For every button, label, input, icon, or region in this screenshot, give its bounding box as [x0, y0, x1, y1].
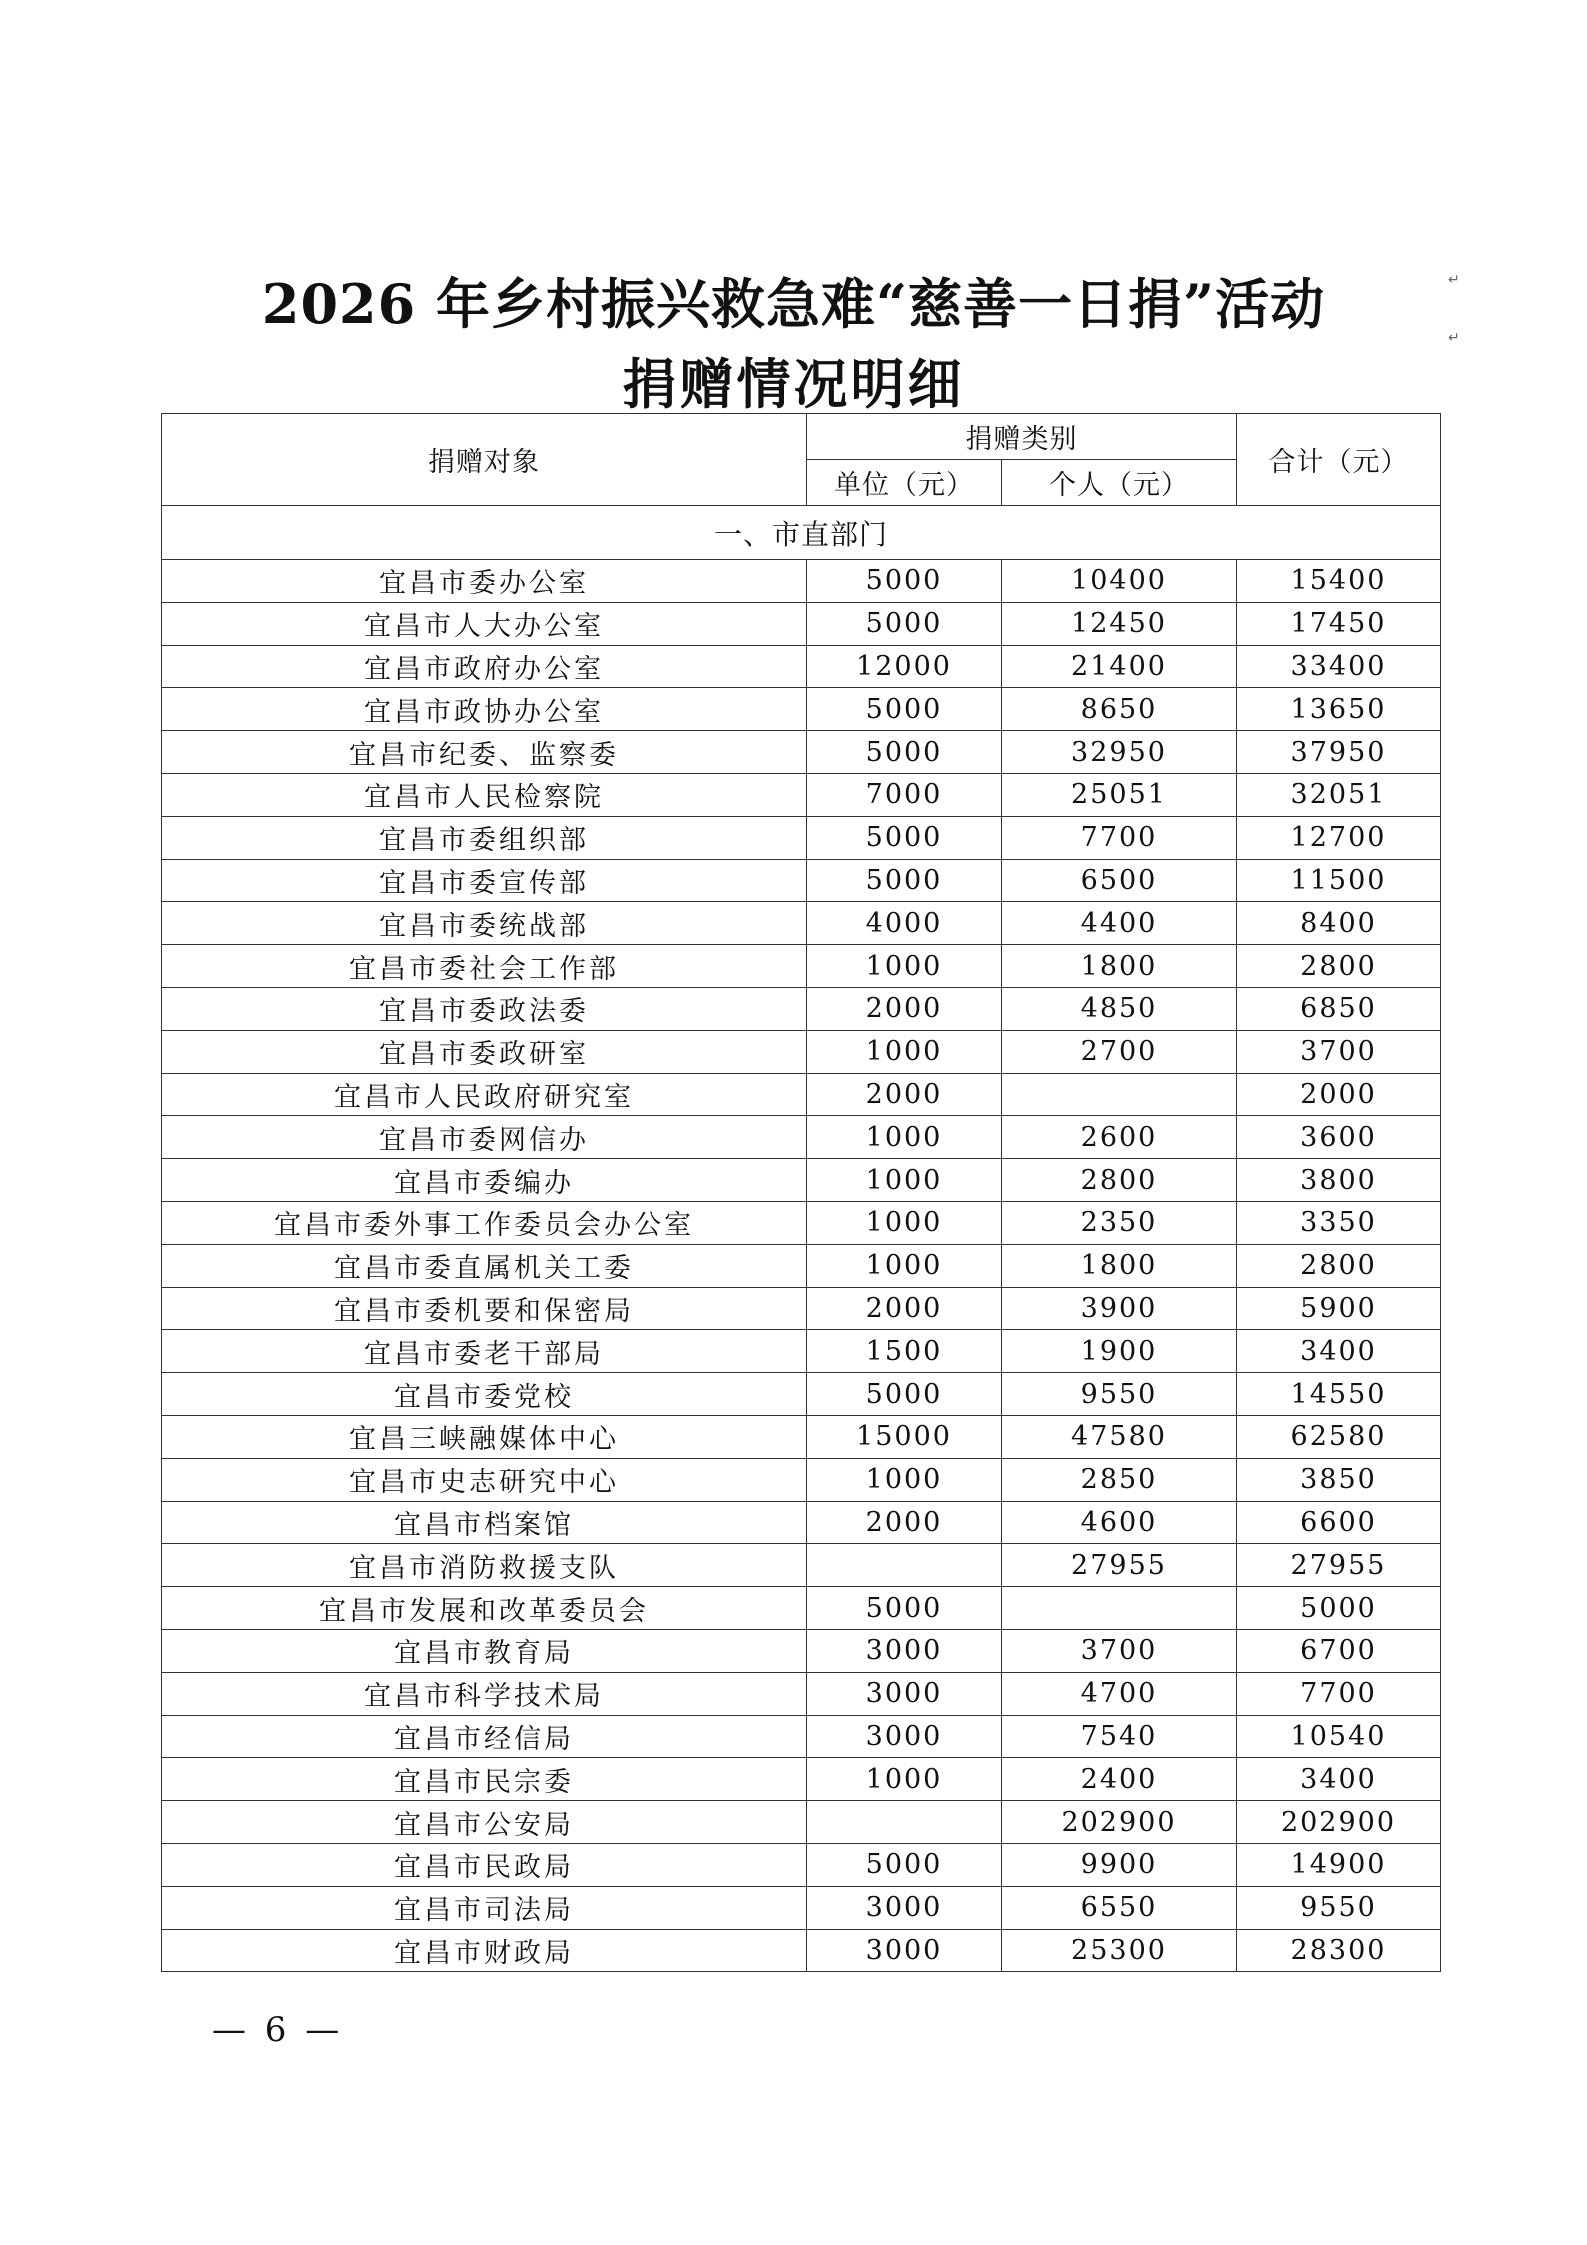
total-amount-cell: 14900 [1237, 1843, 1441, 1886]
total-amount-cell: 3350 [1237, 1201, 1441, 1244]
recipient-cell: 宜昌市财政局 [162, 1929, 807, 1972]
table-row [162, 1929, 1441, 1972]
recipient-cell: 宜昌市人民检察院 [162, 773, 807, 816]
recipient-cell: 宜昌市委外事工作委员会办公室 [162, 1201, 807, 1244]
unit-amount-cell: 2000 [807, 1073, 1002, 1116]
individual-amount-cell: 8650 [1002, 688, 1237, 731]
recipient-cell: 宜昌市委直属机关工委 [162, 1244, 807, 1287]
total-amount-cell: 13650 [1237, 688, 1441, 731]
total-amount-cell: 5000 [1237, 1587, 1441, 1630]
recipient-cell: 宜昌市委编办 [162, 1159, 807, 1202]
unit-amount-cell: 1000 [807, 1458, 1002, 1501]
recipient-cell: 宜昌市档案馆 [162, 1501, 807, 1544]
table-row [162, 1672, 1441, 1715]
table-row [162, 1159, 1441, 1202]
table-row [162, 773, 1441, 816]
recipient-cell: 宜昌市委机要和保密局 [162, 1287, 807, 1330]
header-recipient: 捐赠对象 [162, 414, 807, 506]
unit-amount-cell: 2000 [807, 987, 1002, 1030]
total-amount-cell: 6850 [1237, 987, 1441, 1030]
table-row [162, 560, 1441, 603]
unit-amount-cell: 5000 [807, 602, 1002, 645]
total-amount-cell: 15400 [1237, 560, 1441, 603]
individual-amount-cell: 9900 [1002, 1843, 1237, 1886]
table-row [162, 1373, 1441, 1416]
document-title-line-1: 2026 年乡村振兴救急难“慈善一日捐”活动 [261, 272, 1326, 336]
recipient-cell: 宜昌市委组织部 [162, 816, 807, 859]
individual-amount-cell: 25051 [1002, 773, 1237, 816]
unit-amount-cell: 5000 [807, 731, 1002, 774]
total-amount-cell: 3700 [1237, 1030, 1441, 1073]
unit-amount-cell: 5000 [807, 1587, 1002, 1630]
total-amount-cell: 14550 [1237, 1373, 1441, 1416]
unit-amount-cell: 3000 [807, 1629, 1002, 1672]
total-amount-cell: 37950 [1237, 731, 1441, 774]
recipient-cell: 宜昌市委网信办 [162, 1116, 807, 1159]
table-row [162, 1244, 1441, 1287]
unit-amount-cell: 1000 [807, 1758, 1002, 1801]
individual-amount-cell: 4600 [1002, 1501, 1237, 1544]
recipient-cell: 宜昌市公安局 [162, 1801, 807, 1844]
total-amount-cell: 3850 [1237, 1458, 1441, 1501]
unit-amount-cell: 3000 [807, 1886, 1002, 1929]
recipient-cell: 宜昌市经信局 [162, 1715, 807, 1758]
unit-amount-cell: 1000 [807, 1116, 1002, 1159]
table-row [162, 859, 1441, 902]
total-amount-cell: 3600 [1237, 1116, 1441, 1159]
table-row [162, 645, 1441, 688]
unit-amount-cell: 1500 [807, 1330, 1002, 1373]
total-amount-cell: 28300 [1237, 1929, 1441, 1972]
unit-amount-cell: 1000 [807, 1159, 1002, 1202]
table-row [162, 1030, 1441, 1073]
individual-amount-cell: 3700 [1002, 1629, 1237, 1672]
table-row [162, 987, 1441, 1030]
individual-amount-cell: 1800 [1002, 945, 1237, 988]
individual-amount-cell: 4400 [1002, 902, 1237, 945]
total-amount-cell: 2800 [1237, 945, 1441, 988]
table-row [162, 1116, 1441, 1159]
total-amount-cell: 8400 [1237, 902, 1441, 945]
unit-amount-cell [807, 1801, 1002, 1844]
table-row [162, 1801, 1441, 1844]
recipient-cell: 宜昌市史志研究中心 [162, 1458, 807, 1501]
table-row [162, 1587, 1441, 1630]
recipient-cell: 宜昌市委政研室 [162, 1030, 807, 1073]
table-row [162, 816, 1441, 859]
unit-amount-cell: 3000 [807, 1929, 1002, 1972]
recipient-cell: 宜昌市科学技术局 [162, 1672, 807, 1715]
header-unit: 单位（元） [807, 460, 1002, 506]
total-amount-cell: 12700 [1237, 816, 1441, 859]
table-row [162, 602, 1441, 645]
donation-detail-table [161, 413, 1441, 1972]
unit-amount-cell: 5000 [807, 1843, 1002, 1886]
total-amount-cell: 33400 [1237, 645, 1441, 688]
recipient-cell: 宜昌市委老干部局 [162, 1330, 807, 1373]
recipient-cell: 宜昌市委办公室 [162, 560, 807, 603]
recipient-cell: 宜昌市委社会工作部 [162, 945, 807, 988]
recipient-cell: 宜昌市司法局 [162, 1886, 807, 1929]
total-amount-cell: 62580 [1237, 1415, 1441, 1458]
unit-amount-cell: 2000 [807, 1287, 1002, 1330]
individual-amount-cell [1002, 1073, 1237, 1116]
header-individual: 个人（元） [1002, 460, 1237, 506]
paragraph-mark: ↵ [1448, 330, 1460, 346]
individual-amount-cell: 4700 [1002, 1672, 1237, 1715]
recipient-cell: 宜昌市消防救援支队 [162, 1544, 807, 1587]
recipient-cell: 宜昌市政协办公室 [162, 688, 807, 731]
total-amount-cell: 6700 [1237, 1629, 1441, 1672]
table-row [162, 1073, 1441, 1116]
individual-amount-cell: 10400 [1002, 560, 1237, 603]
table-header-row [162, 414, 1441, 460]
individual-amount-cell [1002, 1587, 1237, 1630]
unit-amount-cell: 12000 [807, 645, 1002, 688]
header-total: 合计（元） [1237, 414, 1441, 506]
total-amount-cell: 202900 [1237, 1801, 1441, 1844]
recipient-cell: 宜昌市民宗委 [162, 1758, 807, 1801]
unit-amount-cell: 5000 [807, 560, 1002, 603]
individual-amount-cell: 1800 [1002, 1244, 1237, 1287]
table-row [162, 1758, 1441, 1801]
individual-amount-cell: 6500 [1002, 859, 1237, 902]
table-row [162, 1415, 1441, 1458]
unit-amount-cell: 2000 [807, 1501, 1002, 1544]
unit-amount-cell: 1000 [807, 1030, 1002, 1073]
total-amount-cell: 11500 [1237, 859, 1441, 902]
individual-amount-cell: 202900 [1002, 1801, 1237, 1844]
unit-amount-cell: 4000 [807, 902, 1002, 945]
individual-amount-cell: 7540 [1002, 1715, 1237, 1758]
unit-amount-cell: 5000 [807, 688, 1002, 731]
recipient-cell: 宜昌市政府办公室 [162, 645, 807, 688]
recipient-cell: 宜昌市委宣传部 [162, 859, 807, 902]
total-amount-cell: 17450 [1237, 602, 1441, 645]
individual-amount-cell: 2850 [1002, 1458, 1237, 1501]
unit-amount-cell: 7000 [807, 773, 1002, 816]
page-number: — 6 — [212, 2010, 344, 2050]
total-amount-cell: 3400 [1237, 1330, 1441, 1373]
table-row [162, 945, 1441, 988]
table-row [162, 1287, 1441, 1330]
unit-amount-cell: 1000 [807, 945, 1002, 988]
individual-amount-cell: 2400 [1002, 1758, 1237, 1801]
individual-amount-cell: 25300 [1002, 1929, 1237, 1972]
unit-amount-cell [807, 1544, 1002, 1587]
unit-amount-cell: 5000 [807, 816, 1002, 859]
recipient-cell: 宜昌市人大办公室 [162, 602, 807, 645]
table-row [162, 1330, 1441, 1373]
unit-amount-cell: 5000 [807, 1373, 1002, 1416]
recipient-cell: 宜昌市委政法委 [162, 987, 807, 1030]
recipient-cell: 宜昌三峡融媒体中心 [162, 1415, 807, 1458]
section-title: 一、市直部门 [162, 506, 1441, 560]
recipient-cell: 宜昌市委党校 [162, 1373, 807, 1416]
table-row [162, 731, 1441, 774]
table-row [162, 1715, 1441, 1758]
table-row [162, 1201, 1441, 1244]
unit-amount-cell: 1000 [807, 1201, 1002, 1244]
paragraph-mark: ↵ [1448, 272, 1460, 288]
table-row [162, 1629, 1441, 1672]
total-amount-cell: 2800 [1237, 1244, 1441, 1287]
individual-amount-cell: 2600 [1002, 1116, 1237, 1159]
recipient-cell: 宜昌市民政局 [162, 1843, 807, 1886]
table-row [162, 1458, 1441, 1501]
total-amount-cell: 3400 [1237, 1758, 1441, 1801]
recipient-cell: 宜昌市发展和改革委员会 [162, 1587, 807, 1630]
recipient-cell: 宜昌市委统战部 [162, 902, 807, 945]
recipient-cell: 宜昌市教育局 [162, 1629, 807, 1672]
header-donation-category: 捐赠类别 [807, 414, 1237, 460]
total-amount-cell: 7700 [1237, 1672, 1441, 1715]
table-row [162, 1886, 1441, 1929]
individual-amount-cell: 6550 [1002, 1886, 1237, 1929]
table-row [162, 1501, 1441, 1544]
table-row [162, 1843, 1441, 1886]
total-amount-cell: 32051 [1237, 773, 1441, 816]
total-amount-cell: 6600 [1237, 1501, 1441, 1544]
total-amount-cell: 5900 [1237, 1287, 1441, 1330]
individual-amount-cell: 47580 [1002, 1415, 1237, 1458]
individual-amount-cell: 12450 [1002, 602, 1237, 645]
individual-amount-cell: 2350 [1002, 1201, 1237, 1244]
section-row [162, 506, 1441, 560]
total-amount-cell: 10540 [1237, 1715, 1441, 1758]
individual-amount-cell: 2700 [1002, 1030, 1237, 1073]
document-title-line-2: 捐赠情况明细 [622, 352, 965, 416]
table-row [162, 688, 1441, 731]
individual-amount-cell: 9550 [1002, 1373, 1237, 1416]
individual-amount-cell: 7700 [1002, 816, 1237, 859]
total-amount-cell: 3800 [1237, 1159, 1441, 1202]
individual-amount-cell: 32950 [1002, 731, 1237, 774]
unit-amount-cell: 3000 [807, 1715, 1002, 1758]
individual-amount-cell: 3900 [1002, 1287, 1237, 1330]
total-amount-cell: 27955 [1237, 1544, 1441, 1587]
table-row [162, 902, 1441, 945]
individual-amount-cell: 4850 [1002, 987, 1237, 1030]
total-amount-cell: 2000 [1237, 1073, 1441, 1116]
unit-amount-cell: 15000 [807, 1415, 1002, 1458]
individual-amount-cell: 27955 [1002, 1544, 1237, 1587]
individual-amount-cell: 2800 [1002, 1159, 1237, 1202]
table-row [162, 1544, 1441, 1587]
individual-amount-cell: 1900 [1002, 1330, 1237, 1373]
recipient-cell: 宜昌市人民政府研究室 [162, 1073, 807, 1116]
unit-amount-cell: 1000 [807, 1244, 1002, 1287]
total-amount-cell: 9550 [1237, 1886, 1441, 1929]
individual-amount-cell: 21400 [1002, 645, 1237, 688]
recipient-cell: 宜昌市纪委、监察委 [162, 731, 807, 774]
unit-amount-cell: 3000 [807, 1672, 1002, 1715]
unit-amount-cell: 5000 [807, 859, 1002, 902]
